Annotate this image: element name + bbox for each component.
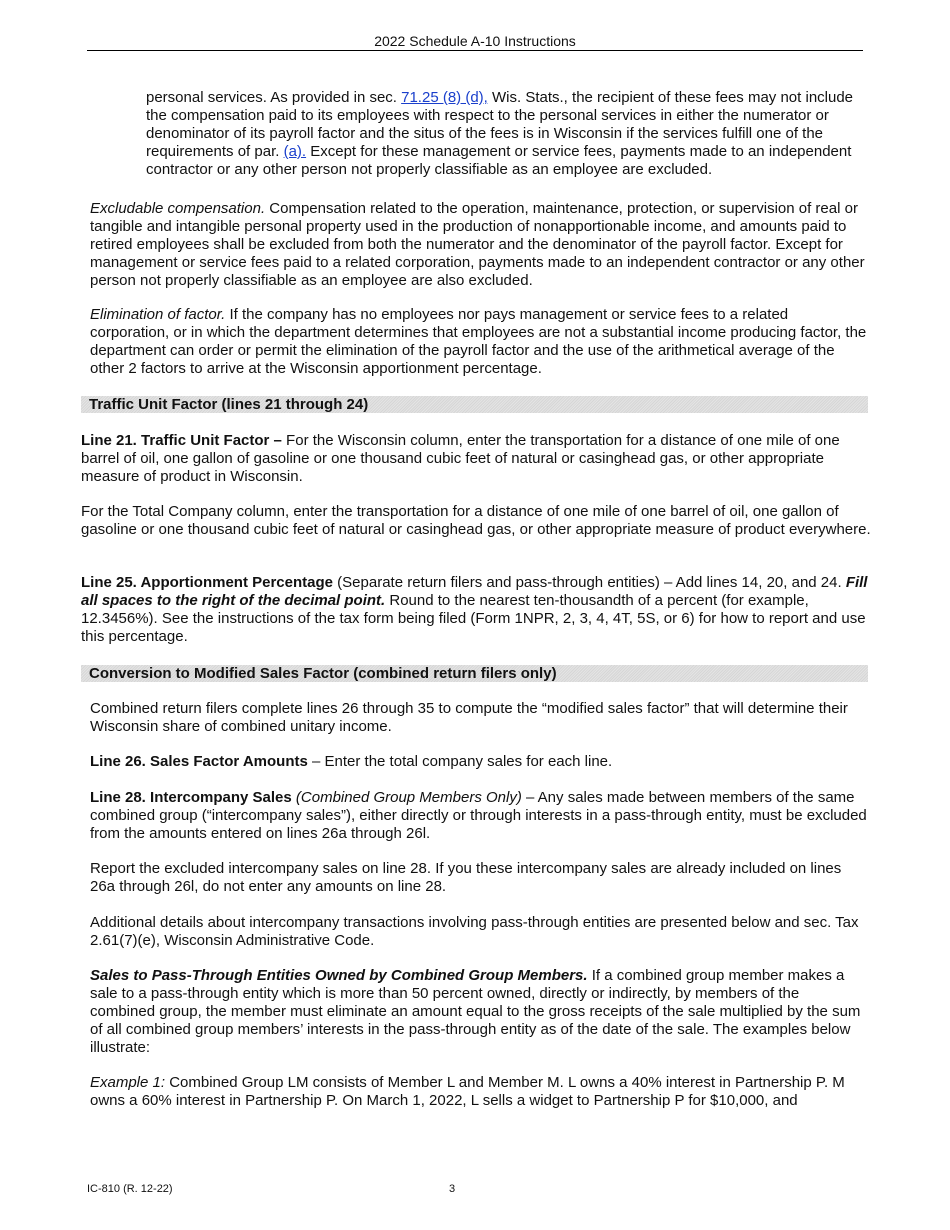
line-28-paragraph: Line 28. Intercompany Sales (Combined Group Members Only) – Any sales made between members of the same combined group (“intercompany sales”), either directly or through interests in a pass-through entity, must be excluded from the amounts entered on lines 26a through 26l. <box>90 789 867 842</box>
statute-link-71-25[interactable]: 71.25 (8) (d), <box>401 89 488 106</box>
additional-details-paragraph: Additional details about intercompany transactions involving pass-through entities are presented below and sec. Tax 2.61(7)(e), Wisconsin Administrative Code. <box>90 914 859 949</box>
report-excluded-paragraph: Report the excluded intercompany sales on line 28. If you these intercompany sales are already included on lines 26a through 26l, do not enter any amounts on line 28. <box>90 860 842 895</box>
page-header-title: 2022 Schedule A-10 Instructions <box>374 33 576 49</box>
section-heading-modified-sales-factor: Conversion to Modified Sales Factor (combined return filers only) <box>81 665 868 682</box>
footer-page-number: 3 <box>449 1183 456 1195</box>
par-a-link[interactable]: (a). <box>283 143 307 160</box>
section-heading-traffic-unit-factor: Traffic Unit Factor (lines 21 through 24) <box>81 396 868 413</box>
combined-filers-paragraph: Combined return filers complete lines 26 through 35 to compute the “modified sales factor” that will determine their Wisconsin share of combined unitary income. <box>90 700 848 735</box>
excludable-compensation-paragraph: Excludable compensation. Compensation related to the operation, maintenance, protection, or supervision of real or tangible and intangible personal property used in the production of nonapportionable income, and amounts paid to retired employees shall be excluded from both the numerator and the denominator of the payroll factor. Except for management or service fees paid to a related corporation, payments made to an independent contractor or any other person not properly classifiable as an employee are also excluded. <box>90 200 865 289</box>
footer-form-id: IC-810 (R. 12-22) <box>87 1183 173 1195</box>
payroll-continuation-paragraph: personal services. As provided in sec. 71.25 (8) (d), Wis. Stats., the recipient of these fees may not include the compensation paid to its employees with respect to the personal services in either the numerator or denominator of its payroll factor and the situs of the fees is in Wisconsin if the services fulfill one of the requirements of par. (a). Except for these management or service fees, payments made to an independent contractor or any other person not properly classifiable as an employee are excluded. <box>146 89 854 178</box>
line-26-paragraph: Line 26. Sales Factor Amounts – Enter the total company sales for each line. <box>90 753 613 770</box>
elimination-of-factor-paragraph: Elimination of factor. If the company has no employees nor pays management or service fees to a related corporation, or in which the department determines that employees are not a substantial income producing factor, the department can order or permit the elimination of the payroll factor and the use of the arithmetical average of the other 2 factors to arrive at the Wisconsin apportionment percentage. <box>90 306 867 377</box>
example-1-paragraph: Example 1: Combined Group LM consists of Member L and Member M. L owns a 40% interest in Partnership P. M owns a 60% interest in Partnership P. On March 1, 2022, L sells a widget to Partnership P for $10,000, and <box>90 1074 845 1109</box>
header-rule <box>87 50 863 51</box>
total-company-paragraph: For the Total Company column, enter the transportation for a distance of one mile of one barrel of oil, one gallon of gasoline or one thousand cubic feet of natural or casinghead gas, or other appropriate measure of product everywhere. <box>81 503 871 538</box>
sales-to-pte-paragraph: Sales to Pass-Through Entities Owned by Combined Group Members. If a combined group member makes a sale to a pass-through entity which is more than 50 percent owned, directly or indirectly, by members of the combined group, the member must eliminate an amount equal to the gross receipts of the sale multiplied by the sum of all combined group members’ interests in the pass-through entity as of the date of the sale. The examples below illustrate: <box>90 967 861 1056</box>
line-21-paragraph: Line 21. Traffic Unit Factor – For the Wisconsin column, enter the transportation for a distance of one mile of one barrel of oil, one gallon of gasoline or one thousand cubic feet of natural or casinghead gas, or other appropriate measure of product in Wisconsin. <box>81 432 840 485</box>
line-25-paragraph: Line 25. Apportionment Percentage (Separate return filers and pass-through entities) – Add lines 14, 20, and 24. Fill all spaces to the right of the decimal point. Round to the nearest ten-thousandth of a percent (for example, 12.3456%). See the instructions of the tax form being filed (Form 1NPR, 2, 3, 4, 4T, 5S, or 6) for how to report and use this percentage. <box>81 574 868 645</box>
